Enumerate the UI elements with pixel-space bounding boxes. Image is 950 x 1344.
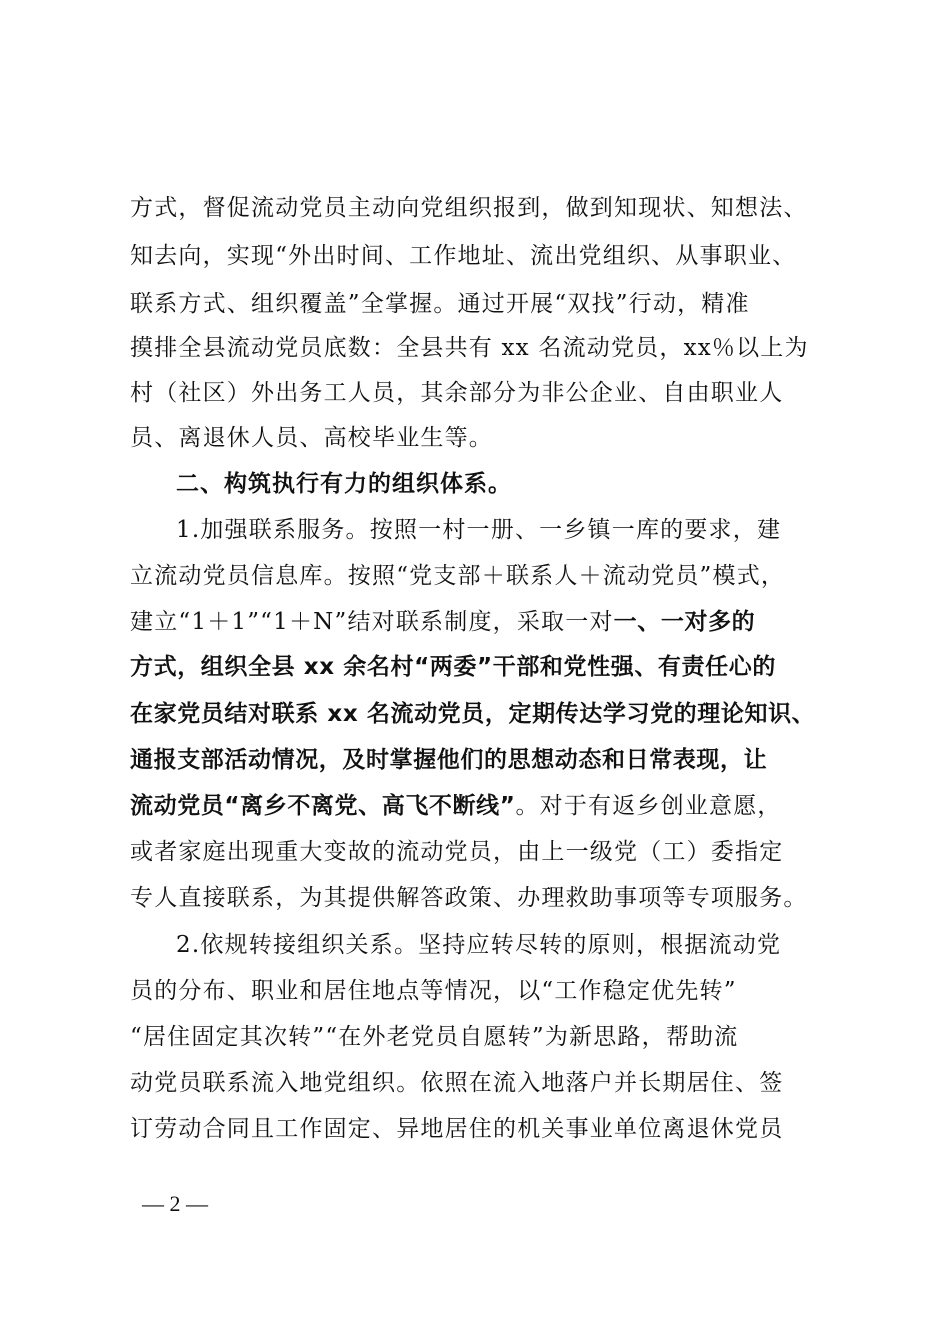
paragraph-line: 知去向，实现“外出时间、工作地址、流出党组织、从事职业、 bbox=[130, 243, 797, 269]
paragraph-line: 联系方式、组织覆盖”全掌握。通过开展“双找”行动，精准 bbox=[130, 291, 750, 317]
paragraph-line: “居住固定其次转”“在外老党员自愿转”为新思路，帮助流 bbox=[130, 1024, 739, 1050]
plain-text-run: 。对于有返乡创业意愿， bbox=[515, 793, 782, 819]
section-heading: 二、构筑执行有力的组织体系。 bbox=[176, 471, 512, 497]
bold-paragraph-line: 在家党员结对联系 xx 名流动党员，定期传达学习党的理论知识、 bbox=[130, 701, 816, 727]
paragraph-line: 专人直接联系，为其提供解答政策、办理救助事项等专项服务。 bbox=[130, 885, 808, 911]
paragraph-line: 动党员联系流入地党组织。依照在流入地落户并长期居住、签 bbox=[130, 1070, 784, 1096]
paragraph-line: 村（社区）外出务工人员，其余部分为非公企业、自由职业人 bbox=[130, 380, 784, 406]
page-number: — 2 — bbox=[142, 1191, 208, 1216]
paragraph-line: 摸排全县流动党员底数：全县共有 xx 名流动党员，xx％以上为 bbox=[130, 335, 809, 361]
paragraph-line: 方式，督促流动党员主动向党组织报到，做到知现状、知想法、 bbox=[130, 195, 808, 221]
paragraph-line: 立流动党员信息库。按照“党支部＋联系人＋流动党员”模式， bbox=[130, 563, 786, 589]
paragraph-line: 订劳动合同且工作固定、异地居住的机关事业单位离退休党员 bbox=[130, 1116, 784, 1142]
paragraph-line: 1.加强联系服务。按照一村一册、一乡镇一库的要求，建 bbox=[176, 517, 782, 543]
bold-text-run: 一、一对多的 bbox=[613, 609, 756, 635]
bold-paragraph-line: 方式，组织全县 xx 余名村“两委”干部和党性强、有责任心的 bbox=[130, 654, 776, 680]
bold-text-run: 流动党员“离乡不离党、高飞不断线” bbox=[130, 793, 516, 819]
bold-paragraph-line: 通报支部活动情况，及时掌握他们的思想动态和日常表现，让 bbox=[130, 747, 768, 773]
paragraph-line bbox=[130, 607, 830, 637]
paragraph-line: 员的分布、职业和居住地点等情况，以“工作稳定优先转” bbox=[130, 978, 737, 1004]
paragraph-line: 或者家庭出现重大变故的流动党员，由上一级党（工）委指定 bbox=[130, 839, 784, 865]
plain-text-run: 建立“1＋1”“1＋N”结对联系制度，采取一对 bbox=[130, 609, 614, 635]
paragraph-line: 2.依规转接组织关系。坚持应转尽转的原则，根据流动党 bbox=[176, 932, 782, 958]
paragraph-line: 员、离退休人员、高校毕业生等。 bbox=[130, 425, 493, 451]
paragraph-line bbox=[130, 791, 830, 821]
